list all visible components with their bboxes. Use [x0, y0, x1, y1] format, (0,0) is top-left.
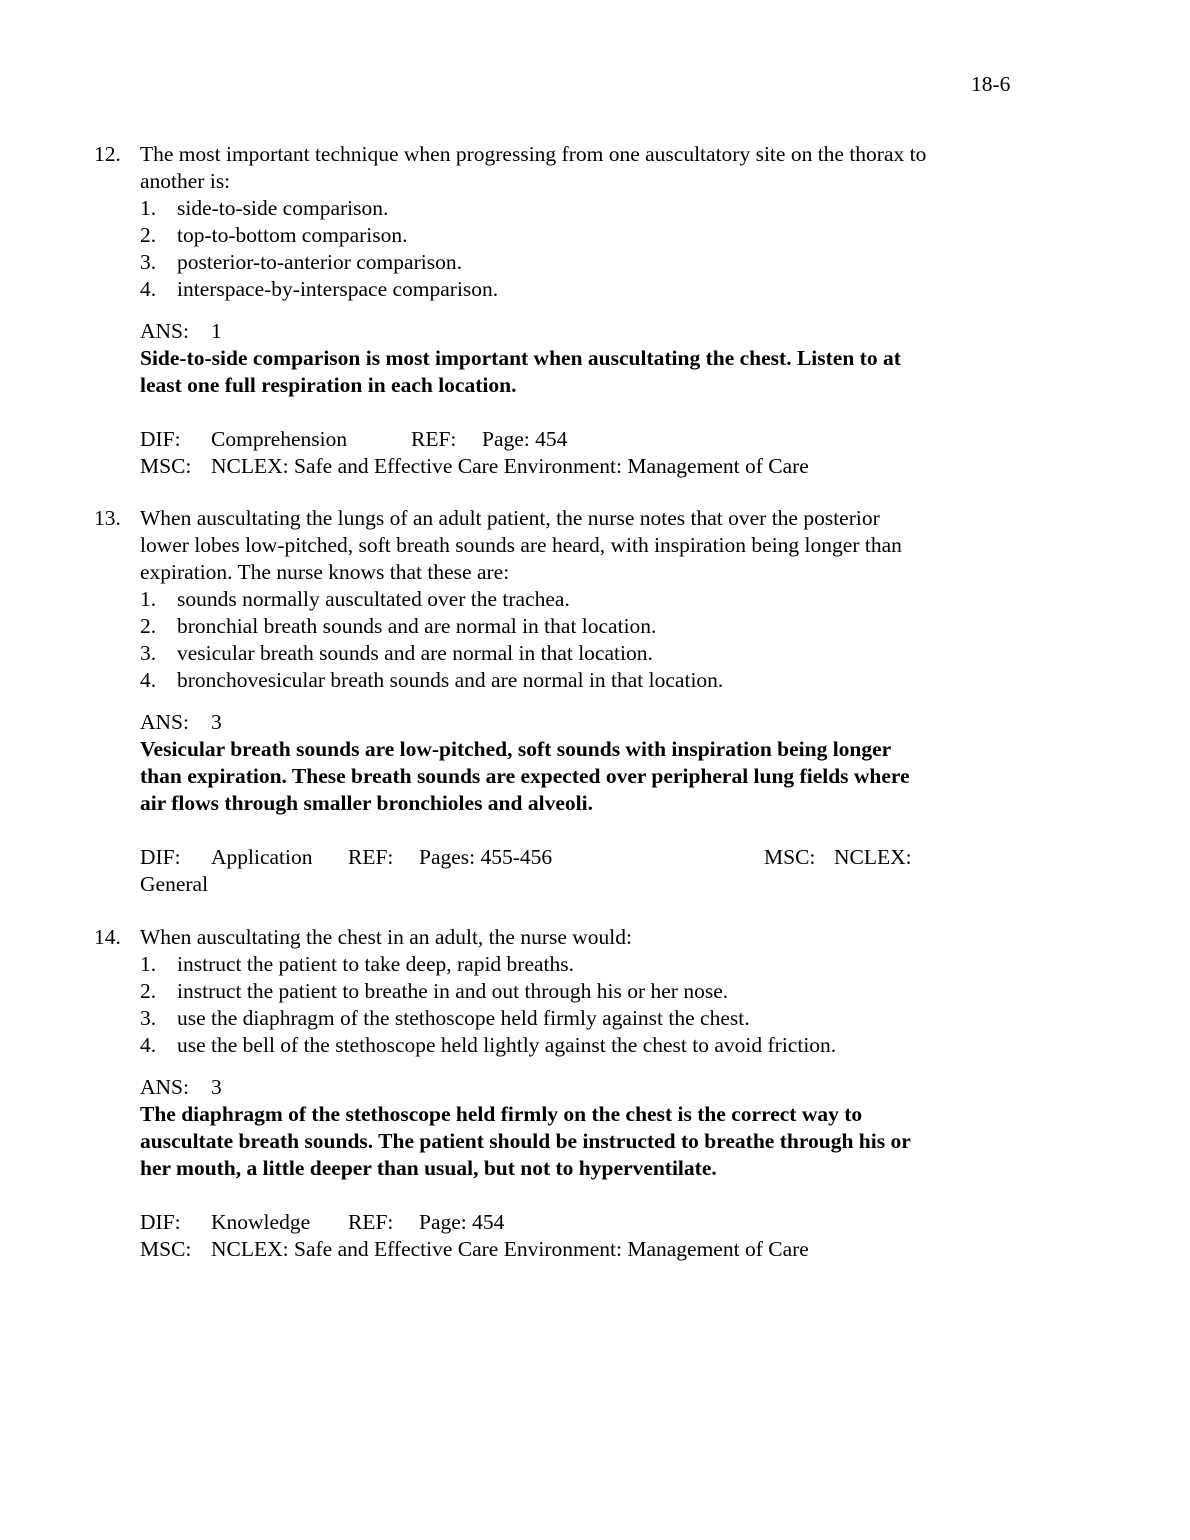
question-text: When auscultating the chest in an adult, the nurse would:: [140, 925, 632, 949]
option-number: 4.: [140, 1033, 157, 1057]
msc-value-continued: General: [140, 872, 209, 896]
dif-value: Comprehension: [211, 427, 348, 451]
dif-label: DIF:: [140, 427, 181, 451]
option-number: 1.: [140, 196, 157, 220]
answer-option: [140, 1005, 934, 1032]
msc-value: NCLEX:: [834, 845, 912, 869]
question-metadata: [94, 1209, 934, 1263]
option-number: 2.: [140, 979, 157, 1003]
answer-option: [140, 667, 934, 694]
answer-line: [94, 709, 934, 736]
ref-value: Page: 454: [419, 1210, 505, 1234]
msc-row: [140, 453, 934, 480]
option-text: side-to-side comparison.: [177, 196, 389, 220]
option-number: 3.: [140, 641, 157, 665]
option-text: use the bell of the stethoscope held lightly against the chest to avoid friction.: [177, 1033, 837, 1057]
question-stem: [94, 505, 934, 586]
answer-option: [140, 978, 934, 1005]
question-number: 14.: [94, 925, 121, 949]
answer-line: [94, 1074, 934, 1101]
answer-options: [94, 195, 934, 303]
msc-value: NCLEX: Safe and Effective Care Environment: Management of Care: [211, 1237, 809, 1261]
option-number: 4.: [140, 668, 157, 692]
option-number: 2.: [140, 223, 157, 247]
option-text: bronchial breath sounds and are normal in that location.: [177, 614, 657, 638]
ref-label: REF:: [348, 1210, 394, 1234]
option-number: 4.: [140, 277, 157, 301]
dif-value: Application: [211, 845, 313, 869]
answer-option: [140, 951, 934, 978]
msc-row: [140, 1236, 934, 1263]
answer-value: 3: [211, 710, 222, 734]
question-metadata: [94, 844, 934, 898]
option-text: sounds normally auscultated over the trachea.: [177, 587, 570, 611]
question-stem: [94, 924, 934, 951]
dif-ref-row: [140, 426, 934, 453]
rationale: The diaphragm of the stethoscope held firmly on the chest is the correct way to auscultate breath sounds. The patient should be instructed to breathe through his or her mouth, a little deeper than usual, but not to hyperventilate.: [140, 1102, 911, 1180]
answer-option: [140, 249, 934, 276]
msc-label: MSC:: [140, 1237, 192, 1261]
question-text: The most important technique when progressing from one auscultatory site on the thorax to another is:: [140, 142, 927, 193]
answer-option: [140, 1032, 934, 1059]
option-text: use the diaphragm of the stethoscope held firmly against the chest.: [177, 1006, 750, 1030]
msc-value: NCLEX: Safe and Effective Care Environment: Management of Care: [211, 454, 809, 478]
answer-label: ANS:: [140, 1075, 189, 1099]
question-12: [94, 141, 934, 480]
option-text: instruct the patient to breathe in and out through his or her nose.: [177, 979, 729, 1003]
option-number: 3.: [140, 1006, 157, 1030]
answer-value: 3: [211, 1075, 222, 1099]
ref-value: Page: 454: [482, 427, 568, 451]
answer-options: [94, 951, 934, 1059]
option-number: 1.: [140, 952, 157, 976]
answer-option: [140, 222, 934, 249]
option-text: bronchovesicular breath sounds and are normal in that location.: [177, 668, 724, 692]
answer-options: [94, 586, 934, 694]
answer-value: 1: [211, 319, 222, 343]
answer-option: [140, 276, 934, 303]
option-text: top-to-bottom comparison.: [177, 223, 408, 247]
answer-option: [140, 195, 934, 222]
page-number: 18-6: [971, 72, 1011, 96]
question-number: 13.: [94, 506, 121, 530]
dif-label: DIF:: [140, 1210, 181, 1234]
answer-option: [140, 586, 934, 613]
rationale: Vesicular breath sounds are low-pitched, soft sounds with inspiration being longer than expiration. These breath sounds are expected over peripheral lung fields where air flows through smaller bronchioles and alveoli.: [140, 737, 910, 815]
answer-label: ANS:: [140, 319, 189, 343]
option-number: 1.: [140, 587, 157, 611]
dif-ref-msc-row: [140, 844, 934, 871]
answer-label: ANS:: [140, 710, 189, 734]
ref-label: REF:: [411, 427, 457, 451]
ref-value: Pages: 455-456: [419, 845, 553, 869]
question-number: 12.: [94, 142, 121, 166]
question-13: [94, 505, 934, 898]
rationale: Side-to-side comparison is most important when auscultating the chest. Listen to at least one full respiration in each location.: [140, 346, 901, 397]
dif-label: DIF:: [140, 845, 181, 869]
answer-option: [140, 613, 934, 640]
question-14: [94, 924, 934, 1263]
question-text: When auscultating the lungs of an adult patient, the nurse notes that over the posterior lower lobes low-pitched, soft breath sounds are heard, with inspiration being longer than expiration. The nurse knows that these are:: [140, 506, 902, 584]
answer-line: [94, 318, 934, 345]
option-text: vesicular breath sounds and are normal in that location.: [177, 641, 653, 665]
question-metadata: [94, 426, 934, 480]
option-number: 3.: [140, 250, 157, 274]
msc-continuation-row: [140, 871, 934, 898]
option-text: interspace-by-interspace comparison.: [177, 277, 499, 301]
option-text: instruct the patient to take deep, rapid breaths.: [177, 952, 575, 976]
dif-ref-row: [140, 1209, 934, 1236]
question-stem: [94, 141, 934, 195]
msc-label: MSC:: [140, 454, 192, 478]
dif-value: Knowledge: [211, 1210, 311, 1234]
msc-label: MSC:: [764, 845, 816, 869]
ref-label: REF:: [348, 845, 394, 869]
option-text: posterior-to-anterior comparison.: [177, 250, 462, 274]
option-number: 2.: [140, 614, 157, 638]
answer-option: [140, 640, 934, 667]
